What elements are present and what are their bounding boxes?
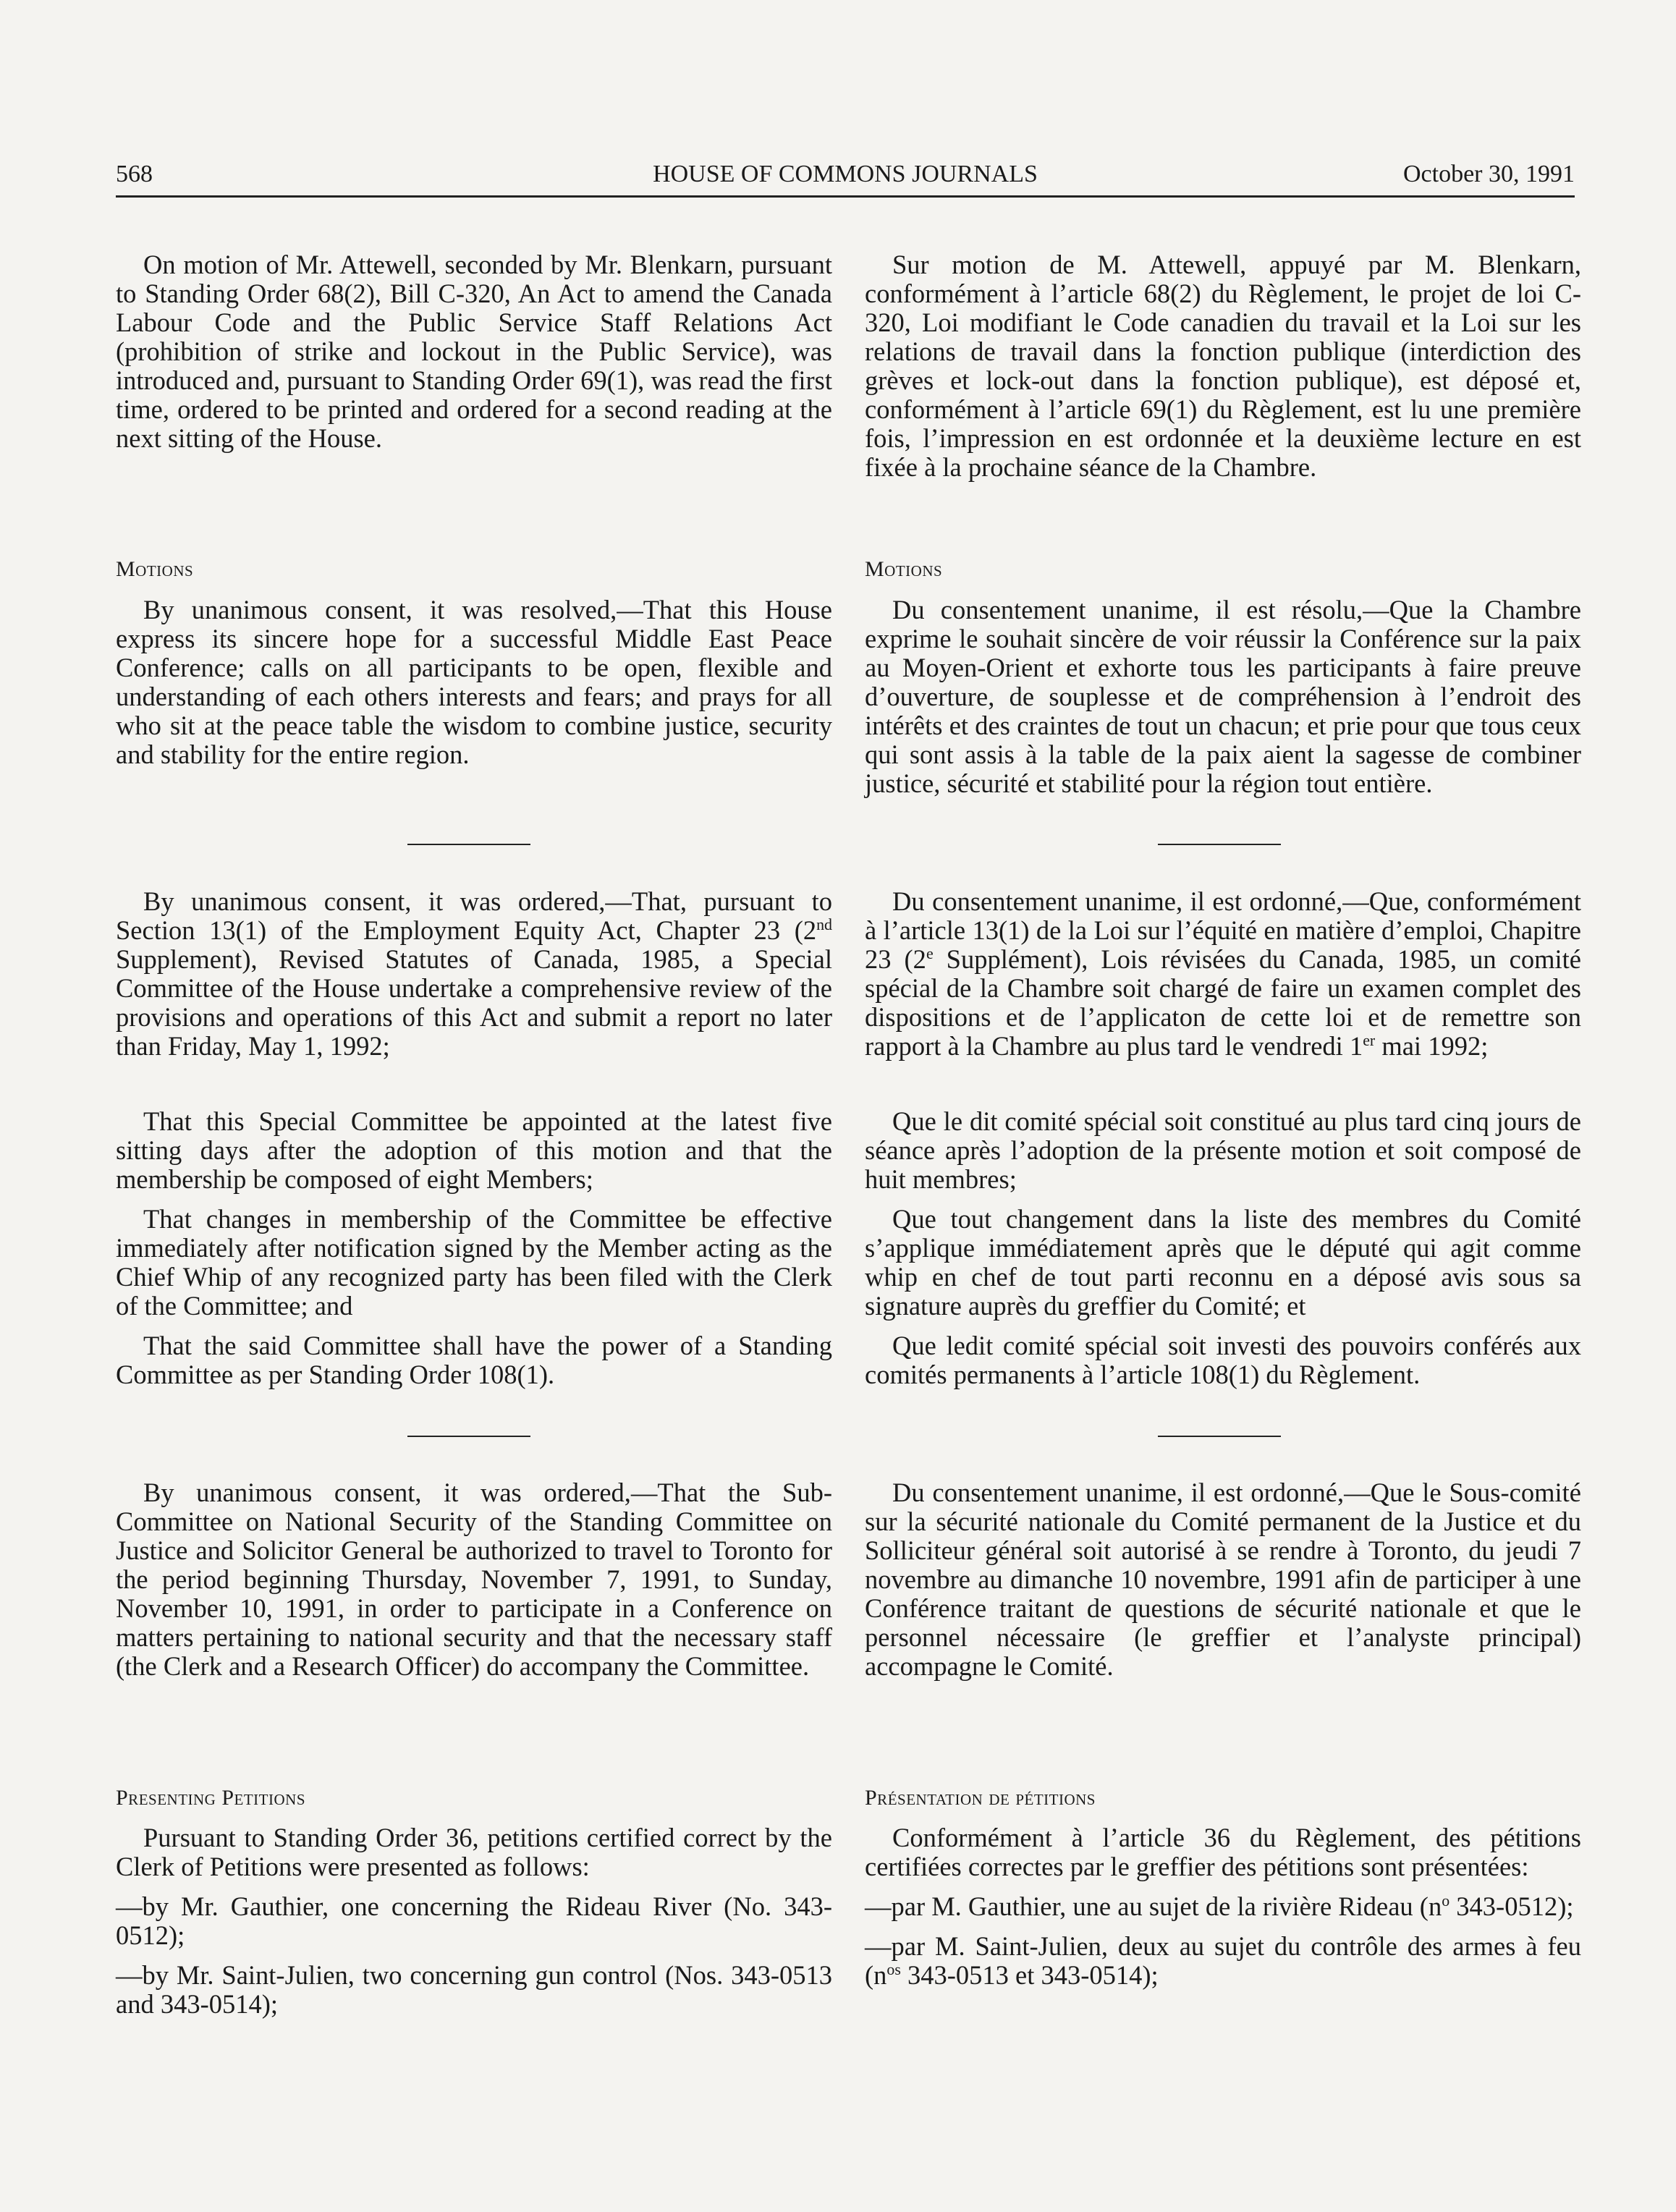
en-motions-heading: Motions xyxy=(116,557,194,581)
en-equity-continued: That this Special Committee be appointed at the latest five sitting days after the adoption of this motion and that the membership be composed of eight Members; That changes in membership of the Committee be effective immediately after notification signed by the Member acting as the Chief Whip of any recognized party has been filed with the Clerk of the Committee; and That the said Committee shall have the power of a Standing Committee as per Standing Order 108(1). xyxy=(116,1106,832,1389)
page-number: 568 xyxy=(116,161,153,187)
fr-divider-2 xyxy=(1158,1436,1281,1437)
en-motion-peace: By unanimous consent, it was resolved,—That this House express its sincere hope for a successful Middle East Peace Conference; calls on all participants to be open, flexible and understanding of each others interests and fears; and prays for all who sit at the peace table the wisdom to combine justice, security and stability for the entire region. xyxy=(116,595,832,769)
fr-petitions-heading: Présentation de pétitions xyxy=(865,1786,1096,1810)
page-header xyxy=(116,158,1575,198)
journal-title: HOUSE OF COMMONS JOURNALS xyxy=(653,161,1038,187)
fr-petition-item: —par M. Gauthier, une au sujet de la rivière Rideau ($n^o$ 343-0512); xyxy=(865,1891,1574,1921)
en-petitions-heading: Presenting Petitions xyxy=(116,1786,306,1810)
en-motion-security: By unanimous consent, it was ordered,—That the Sub-Committee on National Security of the Standing Committee on Justice and Solicitor General be authorized to travel to Toronto for the period beginning Thursday, November 7, 1991, to Sunday, November 10, 1991, in order to participate in a Conference on matters pertaining to national security and that the necessary staff (the Clerk and a Research Officer) do accompany the Committee. xyxy=(116,1478,832,1681)
en-petition-item: —by Mr. Gauthier, one concerning the Rideau River (No. 343-0512); xyxy=(116,1891,832,1950)
fr-petition-item: —par M. Saint-Julien, deux au sujet du contrôle des armes à feu ($n^{os}$ 343-0513 et 343-0514); xyxy=(865,1931,1581,1990)
en-divider-1 xyxy=(407,844,530,845)
en-bill-intro: On motion of Mr. Attewell, seconded by Mr. Blenkarn, pursuant to Standing Order 68(2), Bill C-320, An Act to amend the Canada Labour Code and the Public Service Staff Relations Act (prohibition of strike and lockout in the Public Service), was introduced and, pursuant to Standing Order 69(1), was read the first time, ordered to be printed and ordered for a second reading at the next sitting of the House. xyxy=(116,250,832,453)
fr-motion-equity: Du consentement unanime, il est ordonné,—Que, conformément à l’article 13(1) de la Loi sur l’équité en matière d’emploi, Chapitre 23 (2e Supplément), Lois révisées du Canada, 1985, un comité spécial de la Chambre soit chargé de faire un examen complet des dispositions et de l’applicaton de cette loi et de remettre son rapport à la Chambre au plus tard le vendredi 1er mai 1992; xyxy=(865,886,1581,1061)
en-motion-equity: By unanimous consent, it was ordered,—That, pursuant to Section 13(1) of the Employment Equity Act, Chapter 23 (2nd Supplement), Revised Statutes of Canada, 1985, a Special Committee of the House undertake a comprehensive review of the provisions and operations of this Act and submit a report no later than Friday, May 1, 1992; xyxy=(116,886,832,1061)
fr-bill-intro: Sur motion de M. Attewell, appuyé par M. Blenkarn, conformément à l’article 68(2) du Règlement, le projet de loi C-320, Loi modifiant le Code canadien du travail et la Loi sur les relations de travail dans la fonction publique (interdiction des grèves et lock-out dans la fonction publique), est déposé et, conformément à l’article 69(1) du Règlement, est lu une première fois, l’impression en est ordonnée et la deuxième lecture en est fixée à la prochaine séance de la Chambre. xyxy=(865,250,1581,482)
en-petition-item: —by Mr. Saint-Julien, two concerning gun control (Nos. 343-0513 and 343-0514); xyxy=(116,1960,832,2019)
journal-date: October 30, 1991 xyxy=(1402,161,1575,187)
fr-motion-security: Du consentement unanime, il est ordonné,—Que le Sous-comité sur la sécurité nationale du Comité permanent de la Justice et du Solliciteur général soit autorisé à se rendre à Toronto, du jeudi 7 novembre au dimanche 10 novembre, 1991 afin de participer à une Conférence traitant de questions de sécurité nationale et que le personnel nécessaire (le greffier et l’analyste principal) accompagne le Comité. xyxy=(865,1478,1581,1681)
fr-motions-heading: Motions xyxy=(865,557,943,581)
fr-divider-1 xyxy=(1158,844,1281,845)
en-petitions: Pursuant to Standing Order 36, petitions certified correct by the Clerk of Petitions were presented as follows: —by Mr. Gauthier, one concerning the Rideau River (No. 343-0512); —by Mr. Saint-Julien, two concerning gun control (Nos. 343-0513 and 343-0514); xyxy=(116,1823,832,2019)
en-divider-2 xyxy=(407,1436,530,1437)
fr-petitions: Conformément à l’article 36 du Règlement, des pétitions certifiées correctes par le greffier des pétitions sont présentées: —par M. Gauthier, une au sujet de la rivière Rideau ($n^o$ 343-0512); —par M. Saint-Julien, deux au sujet du contrôle des armes à feu ($n^{os}$ 343-0513 et 343-0514); xyxy=(865,1823,1581,1990)
fr-equity-continued: Que le dit comité spécial soit constitué au plus tard cinq jours de séance après l’adoption de la présente motion et soit composé de huit membres; Que tout changement dans la liste des membres du Comité s’applique immédiatement après que le député qui agit comme whip en chef de tout parti reconnu en a déposé avis sous sa signature auprès du greffier du Comité; et Que ledit comité spécial soit investi des pouvoirs conférés aux comités permanents à l’article 108(1) du Règlement. xyxy=(865,1106,1581,1389)
fr-motion-peace: Du consentement unanime, il est résolu,—Que la Chambre exprime le souhait sincère de voir réussir la Conférence sur la paix au Moyen-Orient et exhorte tous les participants à faire preuve d’ouverture, de souplesse et de compréhension à l’endroit des intérêts et des craintes de tout un chacun; et prie pour que tous ceux qui sont assis à la table de la paix aient la sagesse de combiner justice, sécurité et stabilité pour la région tout entière. xyxy=(865,595,1581,798)
